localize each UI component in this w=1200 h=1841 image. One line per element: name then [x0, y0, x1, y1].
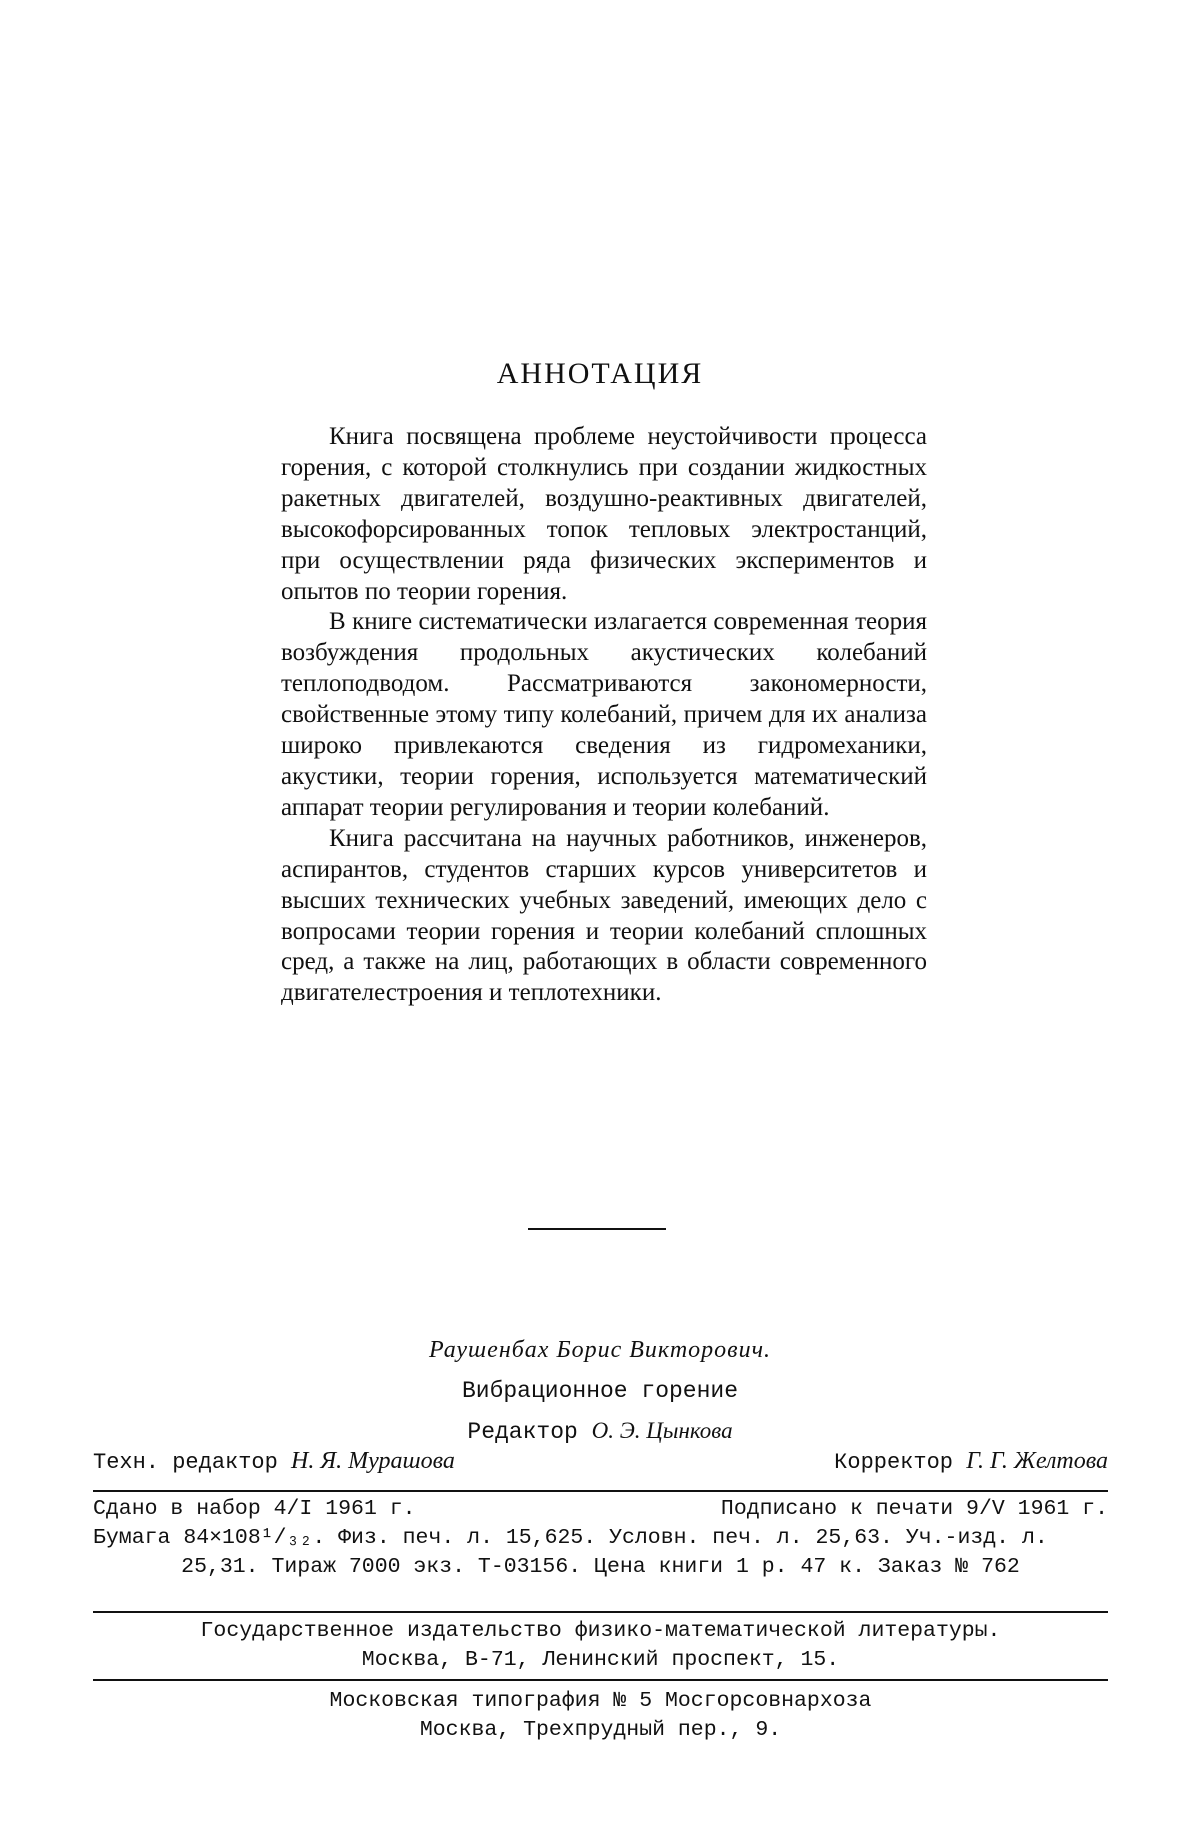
- editor-credit: [0, 1418, 1200, 1445]
- printer-address: Москва, Трехпрудный пер., 9.: [419, 1718, 782, 1742]
- tech-editor-credit: [93, 1448, 455, 1475]
- corrector-credit: [834, 1448, 1108, 1475]
- imprint-rule-top: [93, 1490, 1108, 1492]
- annotation-paragraph-2: В книге систематически излагается современная теория возбуждения продольных акустических колебаний теплоподводом. Рассматриваются закономерности, свойственные этому типу колебаний, причем для их анализа широко привлекаются сведения из гидромеханики, акустики, теории горения, используется математический аппарат теории регулирования и теории колебаний.: [281, 608, 927, 821]
- imprint-line-1: [93, 1495, 1108, 1524]
- tech-editor-name: Н. Я. Мурашова: [291, 1448, 455, 1474]
- annotation-paragraph-3: Книга рассчитана на научных работников, инженеров, аспирантов, студентов старших курсов университетов и высших технических учебных заведений, имеющих дело с вопросами теории горения и теории колебаний сплошных сред, а также на лиц, работающих в области современного двигателестроения и теплотехники.: [281, 824, 927, 1007]
- annotation-title: АННОТАЦИЯ: [496, 357, 704, 390]
- imprint-block: [93, 1495, 1108, 1582]
- printer-name: Московская типография № 5 Мосгорсовнархоза: [329, 1689, 872, 1713]
- imprint-line-2: [93, 1524, 1108, 1553]
- corrector-name: Г. Г. Желтова: [966, 1448, 1108, 1474]
- printer-block: [93, 1687, 1108, 1745]
- imprint-rule-bottom: [93, 1679, 1108, 1681]
- imprint-rule-middle: [93, 1611, 1108, 1613]
- corrector-label: Корректор: [834, 1450, 953, 1475]
- publisher-name: Государственное издательство физико-математической литературы.: [200, 1619, 1001, 1643]
- imprint-paper-info: Бумага 84×108¹/₃₂. Физ. печ. л. 15,625. Условн. печ. л. 25,63. Уч.-изд. л.: [93, 1526, 1048, 1550]
- imprint-circulation-price: 25,31. Тираж 7000 экз. Т-03156. Цена книги 1 р. 47 к. Заказ № 762: [181, 1555, 1020, 1579]
- section-divider: [528, 1228, 666, 1230]
- editor-label: Редактор: [467, 1419, 578, 1445]
- staff-credits: [93, 1448, 1108, 1475]
- annotation-paragraph-1: Книга посвящена проблеме неустойчивости процесса горения, с которой столкнулись при создании жидкостных ракетных двигателей, воздушно-реактивных двигателей, высокофорсированных топок тепловых электростанций, при осуществлении ряда физических экспериментов и опытов по теории горения.: [281, 423, 927, 605]
- tech-editor-label: Техн. редактор: [93, 1450, 278, 1475]
- editor-name: О. Э. Цынкова: [591, 1418, 733, 1443]
- publisher-address: Москва, В-71, Ленинский проспект, 15.: [361, 1648, 840, 1672]
- author-name: Раушенбах Борис Викторович.: [428, 1337, 772, 1363]
- imprint-typeset-date: Сдано в набор 4/I 1961 г.: [93, 1497, 416, 1521]
- imprint-line-3: [93, 1553, 1108, 1582]
- annotation-body: [281, 422, 927, 1009]
- publisher-block: [93, 1617, 1108, 1675]
- imprint-print-date: Подписано к печати 9/V 1961 г.: [720, 1497, 1108, 1521]
- book-title: Вибрационное горение: [461, 1378, 739, 1404]
